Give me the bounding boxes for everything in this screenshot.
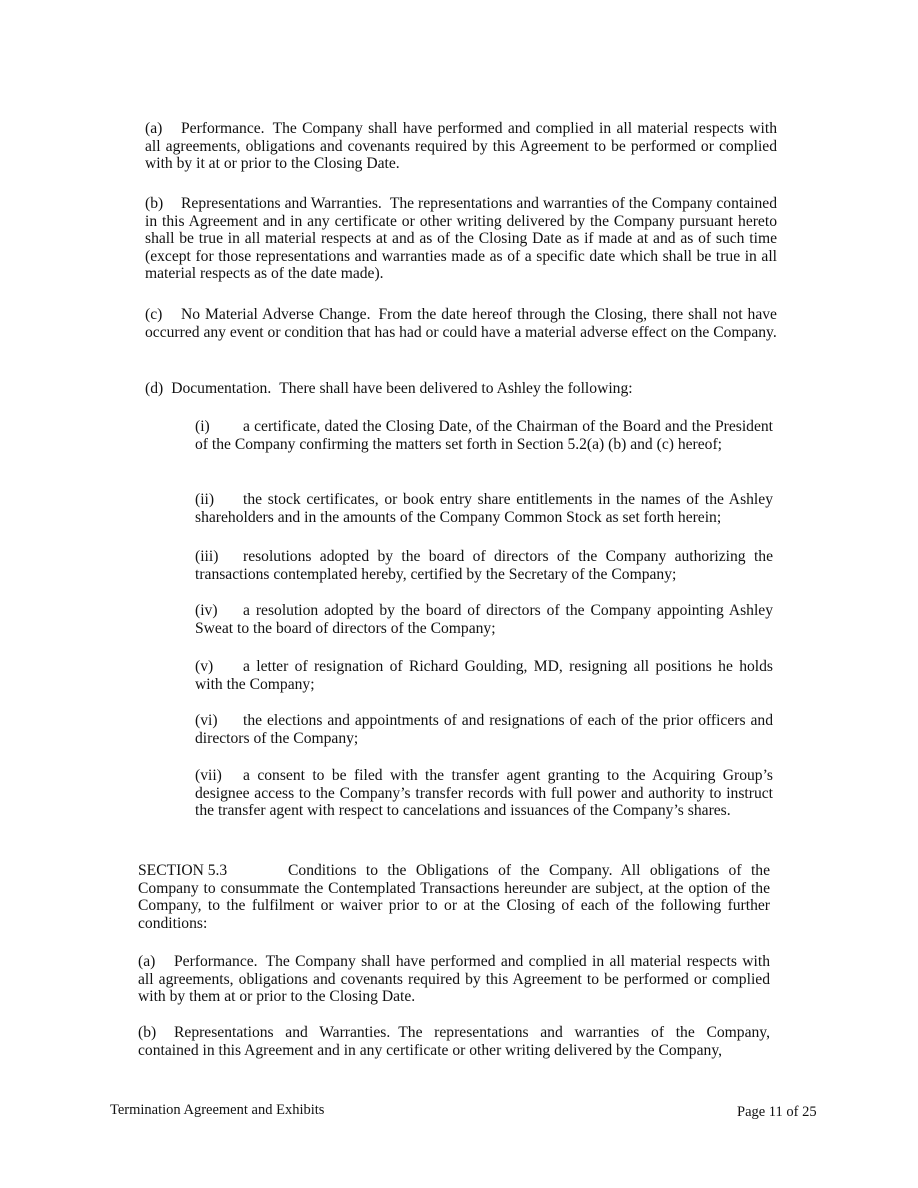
subclause-text: a letter of resignation of Richard Goulding, MD, resigning all positions he holds with the Company; (195, 658, 773, 693)
clause-label: (b) (138, 1024, 157, 1041)
subclause-i (195, 418, 773, 453)
clause-title: Representations and Warranties. (174, 1024, 391, 1041)
subclause-text: the elections and appointments of and resignations of each of the prior officers and directors of the Company; (195, 712, 773, 747)
subclause-text: a consent to be filed with the transfer agent granting to the Acquiring Group’s designee access to the Company’s transfer records with full power and authority to instruct the transfer agent with respect to cancelations and issuances of the Company’s shares. (195, 767, 773, 820)
clause-title: Documentation. (171, 380, 272, 397)
section-5-3 (138, 862, 770, 932)
footer-page-number: Page 11 of 25 (737, 1104, 817, 1120)
clause-text: The Company shall have performed and complied in all material respects with all agreements, obligations and covenants required by this Agreement to be performed or complied with by them at or prior to the Closing Date. (138, 953, 770, 1006)
subclause-label: (v) (195, 658, 214, 675)
clause-b-representations (145, 195, 777, 283)
section-text: All obligations of the Company to consummate the Contemplated Transactions hereunder are subject, at the option of the Company, to the fulfilment or waiver prior to or at the Closing of each of the following further conditions: (138, 862, 771, 932)
subclause-text: a certificate, dated the Closing Date, of the Chairman of the Board and the President of the Company confirming the matters set forth in Section 5.2(a) (b) and (c) hereof; (195, 418, 773, 453)
subclause-text: the stock certificates, or book entry share entitlements in the names of the Ashley shareholders and in the amounts of the Company Common Stock as set forth herein; (195, 491, 773, 526)
clause-label: (a) (145, 120, 163, 137)
clause-text: There shall have been delivered to Ashley the following: (279, 380, 633, 397)
subclause-label: (iii) (195, 548, 219, 565)
clause-d-documentation (145, 380, 777, 398)
clause-title: Performance. (174, 953, 258, 970)
subclause-label: (vi) (195, 712, 218, 729)
clause-text: The representations and warranties of the Company, contained in this Agreement and in any certificate or other writing delivered by the Company, (138, 1024, 770, 1059)
subclause-iv (195, 602, 773, 637)
section-title: Conditions to the Obligations of the Company. (288, 862, 613, 879)
subclause-ii (195, 491, 773, 526)
clause-label: (c) (145, 306, 163, 323)
subclause-text: a resolution adopted by the board of directors of the Company appointing Ashley Sweat to the board of directors of the Company; (195, 602, 773, 637)
subclause-iii (195, 548, 773, 583)
footer-document-title: Termination Agreement and Exhibits (110, 1102, 325, 1118)
clause-a-performance-company (138, 953, 770, 1006)
section-number: SECTION 5.3 (138, 862, 228, 879)
subclause-vii (195, 767, 773, 820)
subclause-label: (vii) (195, 767, 222, 784)
clause-label: (d) (145, 380, 164, 397)
clause-a-performance (145, 120, 777, 173)
clause-b-representations-company (138, 1024, 770, 1059)
clause-text: The Company shall have performed and complied in all material respects with all agreements, obligations and covenants required by this Agreement to be performed or complied with by it at or prior to the Closing Date. (145, 120, 777, 173)
clause-title: Performance. (181, 120, 265, 137)
clause-text: From the date hereof through the Closing, there shall not have occurred any event or condition that has had or could have a material adverse effect on the Company. (145, 306, 777, 341)
clause-label: (b) (145, 195, 164, 212)
subclause-text: resolutions adopted by the board of directors of the Company authorizing the transactions contemplated hereby, certified by the Secretary of the Company; (195, 548, 773, 583)
clause-title: No Material Adverse Change. (181, 306, 371, 323)
subclause-label: (i) (195, 418, 210, 435)
subclause-label: (iv) (195, 602, 218, 619)
clause-label: (a) (138, 953, 156, 970)
subclause-v (195, 658, 773, 693)
subclause-label: (ii) (195, 491, 215, 508)
clause-text: The representations and warranties of the Company contained in this Agreement and in any certificate or other writing delivered by the Company pursuant hereto shall be true in all material respects at and as of the Closing Date as if made at and as of such time (except for those representations and warranties made as of a specific date which shall be true in all material respects as of the date made). (145, 195, 777, 283)
clause-title: Representations and Warranties. (181, 195, 382, 212)
clause-c-no-material-adverse-change (145, 306, 777, 341)
subclause-vi (195, 712, 773, 747)
